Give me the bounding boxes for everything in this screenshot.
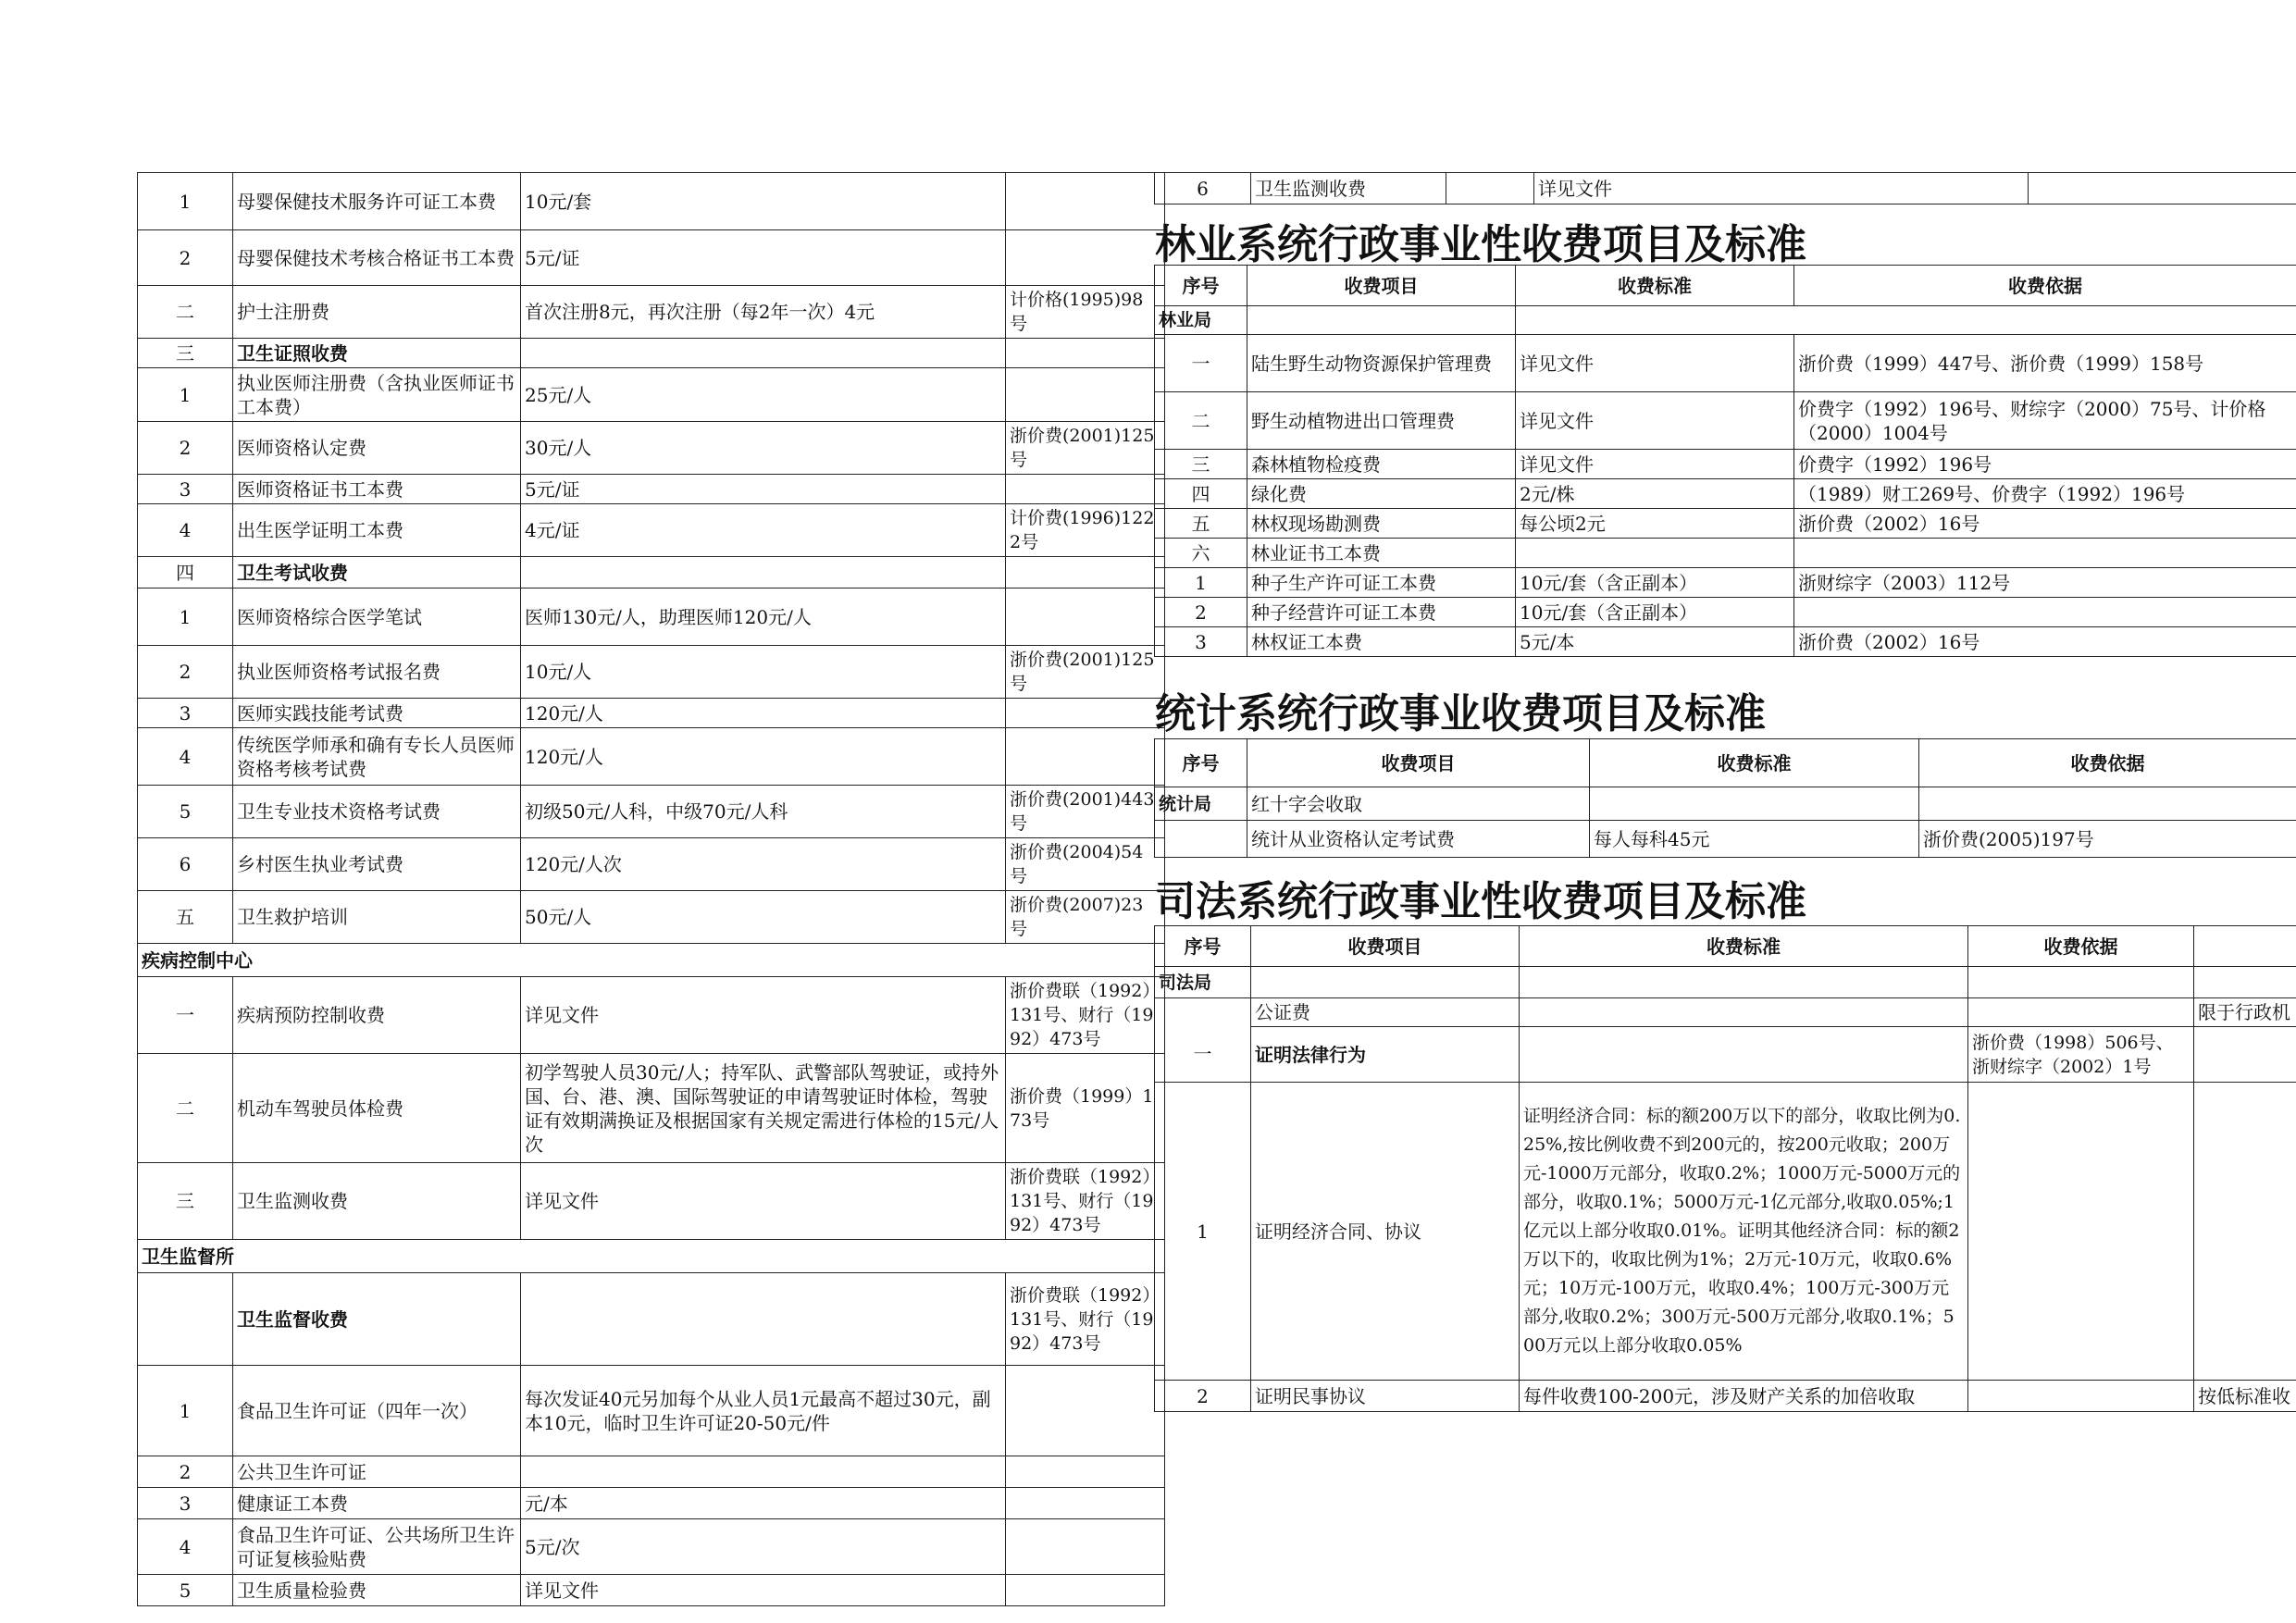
row-basis: 浙价费（1999）447号、浙价费（1999）158号: [1794, 335, 2296, 392]
row-standard: 10元/人: [521, 646, 1006, 699]
row-item: 执业医师资格考试报名费: [233, 646, 521, 699]
row-standard: 初级50元/人科，中级70元/人科: [521, 786, 1006, 838]
row-no: 四: [138, 557, 233, 588]
row-item: 卫生考试收费: [233, 557, 521, 588]
header-basis: 收费依据: [1919, 739, 2296, 787]
header-item: 收费项目: [1251, 926, 1520, 967]
row-item: 执业医师注册费（含执业医师证书工本费）: [233, 368, 521, 422]
row-item: 林权现场勘测费: [1247, 509, 1516, 539]
left-fee-table: [137, 172, 1165, 1606]
row-no: 4: [138, 728, 233, 786]
table-row: [138, 838, 1165, 891]
row-basis: 计价费(1996)1222号: [1006, 504, 1165, 557]
justice-title: 司法系统行政事业性收费项目及标准: [1155, 878, 1806, 925]
row-no: 1: [138, 173, 233, 230]
row-standard: 详见文件: [521, 1575, 1006, 1606]
row-item: 种子生产许可证工本费: [1247, 568, 1516, 598]
row-item: 医师实践技能考试费: [233, 699, 521, 728]
row-no: 五: [1155, 509, 1247, 539]
unit-label: 司法局: [1155, 967, 1251, 998]
table-row: [138, 230, 1165, 286]
row-basis: 计价格(1995)98号: [1006, 286, 1165, 339]
row-standard: 4元/证: [521, 504, 1006, 557]
table-row: [138, 699, 1165, 728]
header-basis: 收费依据: [1794, 266, 2296, 306]
row-no: 4: [138, 504, 233, 557]
table-row: [1155, 568, 2296, 598]
table-row: [1155, 392, 2296, 450]
row-no: 2: [138, 230, 233, 286]
row-standard: 详见文件: [521, 1163, 1006, 1240]
row-basis: 价费字（1992）196号: [1794, 450, 2296, 479]
row-basis: [1006, 1575, 1165, 1606]
row-basis: [1006, 368, 1165, 422]
row-basis: 浙价费(2005)197号: [1919, 821, 2296, 858]
row-item: 食品卫生许可证（四年一次）: [233, 1366, 521, 1456]
row-item: 疾病预防控制收费: [233, 977, 521, 1054]
table-row: [138, 504, 1165, 557]
table-row: [138, 786, 1165, 838]
table-row: [1155, 479, 2296, 509]
row-item: 护士注册费: [233, 286, 521, 339]
statistics-table: [1154, 738, 2296, 858]
header-no: 序号: [1155, 926, 1251, 967]
section-label: 卫生监督所: [138, 1240, 1165, 1273]
header-standard: 收费标准: [1516, 266, 1794, 306]
cut-note: 限于行政机: [2194, 998, 2296, 1027]
table-row: [138, 1240, 1165, 1273]
row-item: 证明民事协议: [1251, 1381, 1520, 1412]
table-row: [1155, 598, 2296, 627]
row-basis: （1989）财工269号、价费字（1992）196号: [1794, 479, 2296, 509]
table-row: [1155, 450, 2296, 479]
row-no: 一: [138, 977, 233, 1054]
row-item: 乡村医生执业考试费: [233, 838, 521, 891]
row-no: 2: [138, 1456, 233, 1488]
row-no: 6: [1155, 173, 1251, 204]
row-standard: [521, 1273, 1006, 1366]
row-item: 陆生野生动物资源保护管理费: [1247, 335, 1516, 392]
unit-label: 统计局: [1155, 787, 1247, 821]
table-row: [138, 339, 1165, 368]
table-row: [1155, 627, 2296, 657]
row-no: 二: [138, 1054, 233, 1163]
row-no: 三: [138, 339, 233, 368]
row-no: 一: [1155, 335, 1247, 392]
row-basis: [1006, 475, 1165, 504]
table-row: [1155, 335, 2296, 392]
table-row: [138, 173, 1165, 230]
row-standard: 30元/人: [521, 422, 1006, 475]
row-no: 1: [1155, 568, 1247, 598]
row-basis: 浙价费(2001)125号: [1006, 646, 1165, 699]
row-item: 卫生专业技术资格考试费: [233, 786, 521, 838]
row-no: 2: [1155, 598, 1247, 627]
row-no: 2: [1155, 1381, 1251, 1412]
row-item: 野生动植物进出口管理费: [1247, 392, 1516, 450]
row-item: 医师资格综合医学笔试: [233, 588, 521, 646]
row-standard: 详见文件: [1534, 173, 2029, 204]
row-standard: 10元/套（含正副本）: [1516, 598, 1794, 627]
section-label: 疾病控制中心: [138, 944, 1165, 977]
row-item: 机动车驾驶员体检费: [233, 1054, 521, 1163]
row-standard: 证明经济合同：标的额200万以下的部分，收取比例为0.25%,按比例收费不到200元的，按200元收取；200万元-1000万元部分，收取0.2%；1000万元-5000万元的部分，收取0.1%；5000万元-1亿元部分,收取0.05%;1亿元以上部分收取0.01%。证明其他经济合同：标的额2万以下的，收取比例为1%；2万元-10万元，收取0.6%元；10万元-100万元，收取0.4%；100万元-300万元部分,收取0.2%；300万元-500万元部分,收取0.1%；500万元以上部分收取0.05%: [1520, 1083, 1968, 1381]
row-basis: [1006, 230, 1165, 286]
row-no: 2: [138, 646, 233, 699]
row-basis: 浙财综字（2003）112号: [1794, 568, 2296, 598]
row-basis: 价费字（1992）196号、财综字（2000）75号、计价格（2000）1004号: [1794, 392, 2296, 450]
row-standard: 120元/人次: [521, 838, 1006, 891]
row-standard: 每件收费100-200元，涉及财产关系的加倍收取: [1520, 1381, 1968, 1412]
row-standard: 医师130元/人，助理医师120元/人: [521, 588, 1006, 646]
table-row: [138, 944, 1165, 977]
row-item: 食品卫生许可证、公共场所卫生许可证复核验贴费: [233, 1519, 521, 1575]
row-standard: 详见文件: [1516, 335, 1794, 392]
row-item: 出生医学证明工本费: [233, 504, 521, 557]
row-item: 种子经营许可证工本费: [1247, 598, 1516, 627]
row-basis: 浙价费(2001)443号: [1006, 786, 1165, 838]
row-item: 卫生监测收费: [233, 1163, 521, 1240]
table-row: [138, 286, 1165, 339]
row-standard: 每人每科45元: [1590, 821, 1919, 858]
table-row: [138, 368, 1165, 422]
row-item: 医师资格证书工本费: [233, 475, 521, 504]
row-basis: 浙价费（2002）16号: [1794, 509, 2296, 539]
row-no: 1: [138, 368, 233, 422]
row-no: 2: [138, 422, 233, 475]
row-no: 四: [1155, 479, 1247, 509]
table-row: [1155, 509, 2296, 539]
row-item: 卫生监测收费: [1251, 173, 1446, 204]
row-item: 绿化费: [1247, 479, 1516, 509]
table-row: [138, 891, 1165, 944]
row-blank: [1446, 173, 1534, 204]
row-standard: 5元/证: [521, 230, 1006, 286]
row-standard: 5元/证: [521, 475, 1006, 504]
row-standard: [1516, 539, 1794, 568]
row-standard: 10元/套（含正副本）: [1516, 568, 1794, 598]
row-standard: 初学驾驶人员30元/人；持军队、武警部队驾驶证，或持外国、台、港、澳、国际驾驶证的申请驾驶证时体检，驾驶证有效期满换证及根据国家有关规定需进行体检的15元/人次: [521, 1054, 1006, 1163]
row-item: 公共卫生许可证: [233, 1456, 521, 1488]
row-item: 卫生质量检验费: [233, 1575, 521, 1606]
table-row: [138, 728, 1165, 786]
table-row: [138, 588, 1165, 646]
row-standard: [521, 557, 1006, 588]
cut-note: 按低标准收: [2194, 1381, 2296, 1412]
row-basis: 浙价费（2002）16号: [1794, 627, 2296, 657]
row-standard: 元/本: [521, 1488, 1006, 1519]
legal-act: 证明法律行为: [1251, 1027, 1520, 1083]
row-basis: 浙价费(2007)23号: [1006, 891, 1165, 944]
row-basis: [1006, 1366, 1165, 1456]
forestry-title: 林业系统行政事业性收费项目及标准: [1155, 221, 1806, 268]
row-basis: 浙价费联（1992）131号、财行（1992）473号: [1006, 1273, 1165, 1366]
justice-table: [1154, 925, 2296, 1412]
row-basis: [1794, 539, 2296, 568]
row-standard: 25元/人: [521, 368, 1006, 422]
statistics-title: 统计系统行政事业收费项目及标准: [1155, 690, 1766, 737]
header-item: 收费项目: [1247, 739, 1590, 787]
row-item: 卫生证照收费: [233, 339, 521, 368]
row-item: 林权证工本费: [1247, 627, 1516, 657]
table-row: [138, 1488, 1165, 1519]
top-right-row-table: [1154, 172, 2296, 204]
row-basis: [1006, 1488, 1165, 1519]
row-item: 统计从业资格认定考试费: [1247, 821, 1590, 858]
table-row: [138, 1519, 1165, 1575]
table-row: [138, 1273, 1165, 1366]
row-no: 6: [138, 838, 233, 891]
row-standard: [521, 1456, 1006, 1488]
row-no: 3: [138, 1488, 233, 1519]
row-basis: 浙价费联（1992）131号、财行（1992）473号: [1006, 1163, 1165, 1240]
row-standard: 每次发证40元另加每个从业人员1元最高不超过30元，副本10元，临时卫生许可证20-50元/件: [521, 1366, 1006, 1456]
row-basis: [1006, 339, 1165, 368]
row-no: 5: [138, 1575, 233, 1606]
table-row: [1155, 539, 2296, 568]
table-row: [138, 475, 1165, 504]
header-no: 序号: [1155, 739, 1247, 787]
table-row: [138, 1575, 1165, 1606]
header-standard: 收费标准: [1590, 739, 1919, 787]
table-row: [138, 1163, 1165, 1240]
row-item: 卫生监督收费: [233, 1273, 521, 1366]
row-basis: [1006, 699, 1165, 728]
row-standard: 120元/人: [521, 699, 1006, 728]
row-no: 一: [1155, 1027, 1251, 1083]
row-standard: 10元/套: [521, 173, 1006, 230]
table-row: [138, 977, 1165, 1054]
header-no: 序号: [1155, 266, 1247, 306]
row-standard: 2元/株: [1516, 479, 1794, 509]
table-row: [138, 646, 1165, 699]
row-item: 森林植物检疫费: [1247, 450, 1516, 479]
table-row: [138, 1456, 1165, 1488]
row-item: 证明经济合同、协议: [1251, 1083, 1520, 1381]
row-no: 3: [1155, 627, 1247, 657]
row-no: 二: [138, 286, 233, 339]
row-standard: 每公顷2元: [1516, 509, 1794, 539]
row-standard: 5元/本: [1516, 627, 1794, 657]
row-basis: [1006, 173, 1165, 230]
row-basis: 浙价费（1999）173号: [1006, 1054, 1165, 1163]
row-no: 二: [1155, 392, 1247, 450]
row-basis: 浙价费（1998）506号、浙财综字（2002）1号: [1968, 1027, 2194, 1083]
row-no: 5: [138, 786, 233, 838]
row-item: 母婴保健技术服务许可证工本费: [233, 173, 521, 230]
row-standard: 首次注册8元，再次注册（每2年一次）4元: [521, 286, 1006, 339]
row-no: 五: [138, 891, 233, 944]
row-item: 卫生救护培训: [233, 891, 521, 944]
forestry-table: [1154, 265, 2296, 657]
row-standard: 120元/人: [521, 728, 1006, 786]
row-standard: 详见文件: [521, 977, 1006, 1054]
row-basis: 浙价费(2001)125号: [1006, 422, 1165, 475]
row-no: [138, 1273, 233, 1366]
row-no: 1: [1155, 1083, 1251, 1381]
note: 红十字会收取: [1247, 787, 1590, 821]
row-item: 林业证书工本费: [1247, 539, 1516, 568]
header-item: 收费项目: [1247, 266, 1516, 306]
table-row: [138, 422, 1165, 475]
row-no: 三: [138, 1163, 233, 1240]
row-no: 1: [138, 1366, 233, 1456]
row-basis: 浙价费联（1992）131号、财行（1992）473号: [1006, 977, 1165, 1054]
row-no: 三: [1155, 450, 1247, 479]
row-basis: [1006, 728, 1165, 786]
row-item: 健康证工本费: [233, 1488, 521, 1519]
row-basis: [1006, 557, 1165, 588]
row-standard: 详见文件: [1516, 450, 1794, 479]
table-row: [138, 1054, 1165, 1163]
row-no: 六: [1155, 539, 1247, 568]
row-basis: [1006, 1456, 1165, 1488]
row-no: 3: [138, 699, 233, 728]
row-basis: [1794, 598, 2296, 627]
table-row: [138, 1366, 1165, 1456]
row-standard: 5元/次: [521, 1519, 1006, 1575]
unit-label: 林业局: [1155, 306, 1247, 335]
row-basis: [1006, 1519, 1165, 1575]
row-basis: [1006, 588, 1165, 646]
header-standard: 收费标准: [1520, 926, 1968, 967]
row-no: 4: [138, 1519, 233, 1575]
table-row: [138, 557, 1165, 588]
notary-fee: 公证费: [1251, 998, 1520, 1027]
row-standard: 详见文件: [1516, 392, 1794, 450]
row-item: 传统医学师承和确有专长人员医师资格考核考试费: [233, 728, 521, 786]
row-basis: [2029, 173, 2296, 204]
row-basis: 浙价费(2004)54号: [1006, 838, 1165, 891]
row-item: 母婴保健技术考核合格证书工本费: [233, 230, 521, 286]
row-standard: 50元/人: [521, 891, 1006, 944]
row-no: 3: [138, 475, 233, 504]
row-no: 1: [138, 588, 233, 646]
row-item: 医师资格认定费: [233, 422, 521, 475]
header-basis: 收费依据: [1968, 926, 2194, 967]
row-standard: [521, 339, 1006, 368]
